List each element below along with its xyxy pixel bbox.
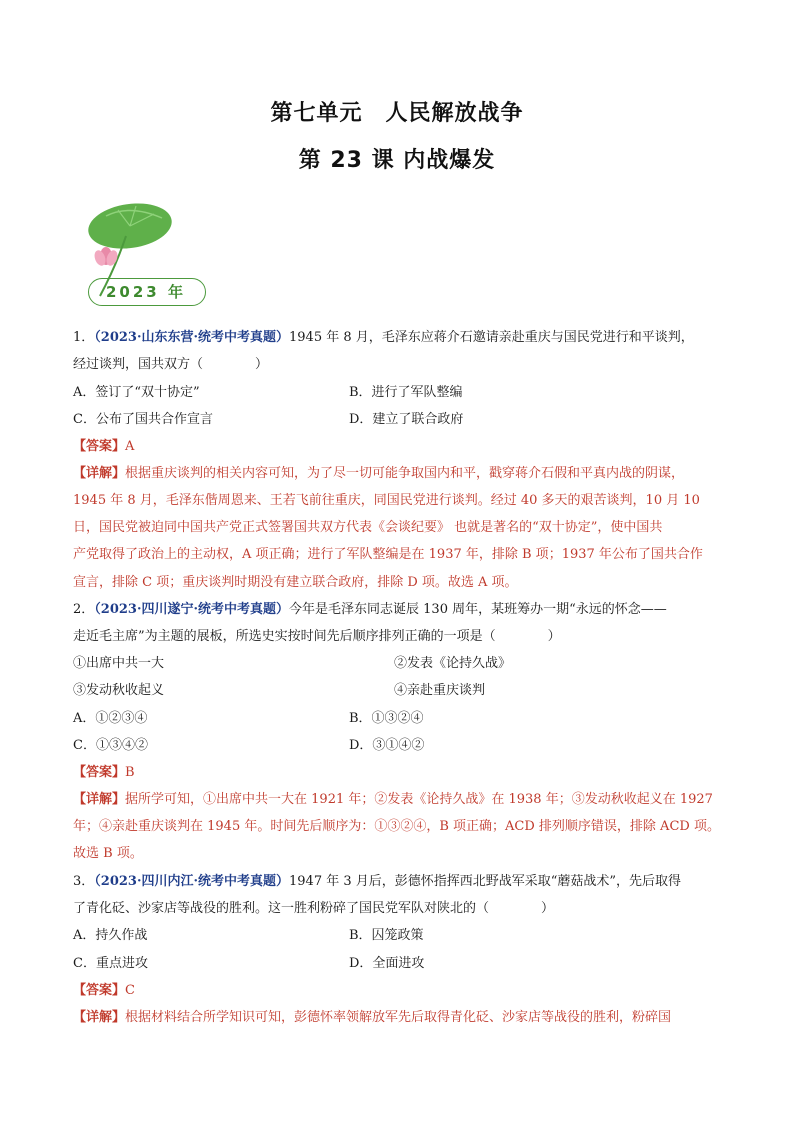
question-number: 1． <box>73 330 95 345</box>
question-2-option-d: D．③①④② <box>349 738 425 753</box>
question-source: （2023·山东东营·统考中考真题） <box>94 330 290 345</box>
question-2-detail-line: 故选 B 项。 <box>73 846 143 861</box>
question-2-detail-line: 年；④亲赴重庆谈判在 1945 年。时间先后顺序为：①③②④，B 项正确；ACD 排列顺序错误，排除 ACD 项。 <box>73 819 720 834</box>
detail-label: 【详解】 <box>73 792 126 807</box>
question-number: 2． <box>73 602 95 617</box>
question-number: 3． <box>73 874 95 889</box>
answer-value: B <box>125 765 135 780</box>
question-1-option-b: B．进行了军队整编 <box>349 385 463 400</box>
question-1-option-d: D．建立了联合政府 <box>349 412 464 427</box>
question-2-option-b: B．①③②④ <box>349 711 424 726</box>
question-1-detail-line: 产党取得了政治上的主动权，A 项正确；进行了军队整编是在 1937 年，排除 B 项；1937 年公布了国共合作 <box>73 547 703 562</box>
question-1-detail-line: 【详解】根据重庆谈判的相关内容可知，为了尽一切可能争取国内和平，戳穿蒋介石假和平真内战的阴谋， <box>73 466 685 481</box>
detail-label: 【详解】 <box>73 1010 126 1025</box>
question-2-item-4: ④亲赴重庆谈判 <box>394 683 486 698</box>
question-stem: 1947 年 3 月后，彭德怀指挥西北野战军采取“蘑菇战术”，先后取得 <box>289 874 682 889</box>
question-3-answer <box>73 982 135 1000</box>
question-1-stem <box>73 329 694 347</box>
question-1-option-c: C．公布了国共合作宣言 <box>73 412 213 427</box>
lesson-title: 第 23 课 内战爆发 <box>298 148 496 173</box>
answer-label: 【答案】 <box>73 439 126 454</box>
question-1-answer <box>73 438 134 456</box>
question-2-option-a: A．①②③④ <box>73 711 148 726</box>
answer-value: A <box>125 439 135 454</box>
question-1-option-a: A．签订了“双十协定” <box>73 385 200 400</box>
question-3-stem-cont: 了青化砭、沙家店等战役的胜利。这一胜利粉碎了国民党军队对陕北的（ ） <box>73 901 555 916</box>
question-1-detail-line: 宣言，排除 C 项；重庆谈判时期没有建立联合政府，排除 D 项。故选 A 项。 <box>73 575 518 590</box>
detail-label: 【详解】 <box>73 466 126 481</box>
question-stem: 今年是毛泽东同志诞辰 130 周年，某班筹办一期“永远的怀念—— <box>289 602 667 617</box>
question-2-option-c: C．①③④② <box>73 738 148 753</box>
question-source: （2023·四川内江·统考中考真题） <box>94 874 290 889</box>
question-2-stem <box>73 601 667 619</box>
answer-label: 【答案】 <box>73 765 126 780</box>
question-2-answer <box>73 764 135 782</box>
question-1-stem-cont: 经过谈判，国共双方（ ） <box>73 357 269 372</box>
answer-label: 【答案】 <box>73 983 126 998</box>
question-source: （2023·四川遂宁·统考中考真题） <box>94 602 290 617</box>
question-stem: 1945 年 8 月，毛泽东应蒋介石邀请亲赴重庆与国民党进行和平谈判， <box>289 330 694 345</box>
answer-value: C <box>125 983 135 998</box>
unit-title: 第七单元 人民解放战争 <box>270 101 524 126</box>
question-3-option-c: C．重点进攻 <box>73 956 148 971</box>
question-1-detail-line: 1945 年 8 月，毛泽东偕周恩来、王若飞前往重庆，同国民党进行谈判。经过 40 多天的艰苦谈判，10 月 10 <box>73 493 700 508</box>
question-2-stem-cont: 走近毛主席”为主题的展板，所选史实按时间先后顺序排列正确的一项是（ ） <box>73 629 561 644</box>
year-badge-label: 2023 年 <box>106 283 186 301</box>
question-2-item-1: ①出席中共一大 <box>73 656 165 671</box>
question-3-detail-line: 【详解】根据材料结合所学知识可知，彭德怀率领解放军先后取得青化砭、沙家店等战役的胜利，粉碎国 <box>73 1010 672 1025</box>
question-3-option-a: A．持久作战 <box>73 928 148 943</box>
question-1-detail-line: 日，国民党被迫同中国共产党正式签署国共双方代表《会谈纪要》 也就是著名的“双十协定”，使中国共 <box>73 520 663 535</box>
question-3-option-d: D．全面进攻 <box>349 956 425 971</box>
question-3-stem <box>73 873 681 891</box>
question-2-item-2: ②发表《论持久战》 <box>394 656 512 671</box>
question-2-item-3: ③发动秋收起义 <box>73 683 165 698</box>
question-3-option-b: B．囚笼政策 <box>349 928 424 943</box>
question-2-detail-line: 【详解】据所学可知，①出席中共一大在 1921 年；②发表《论持久战》在 1938 年；③发动秋收起义在 1927 <box>73 792 713 807</box>
